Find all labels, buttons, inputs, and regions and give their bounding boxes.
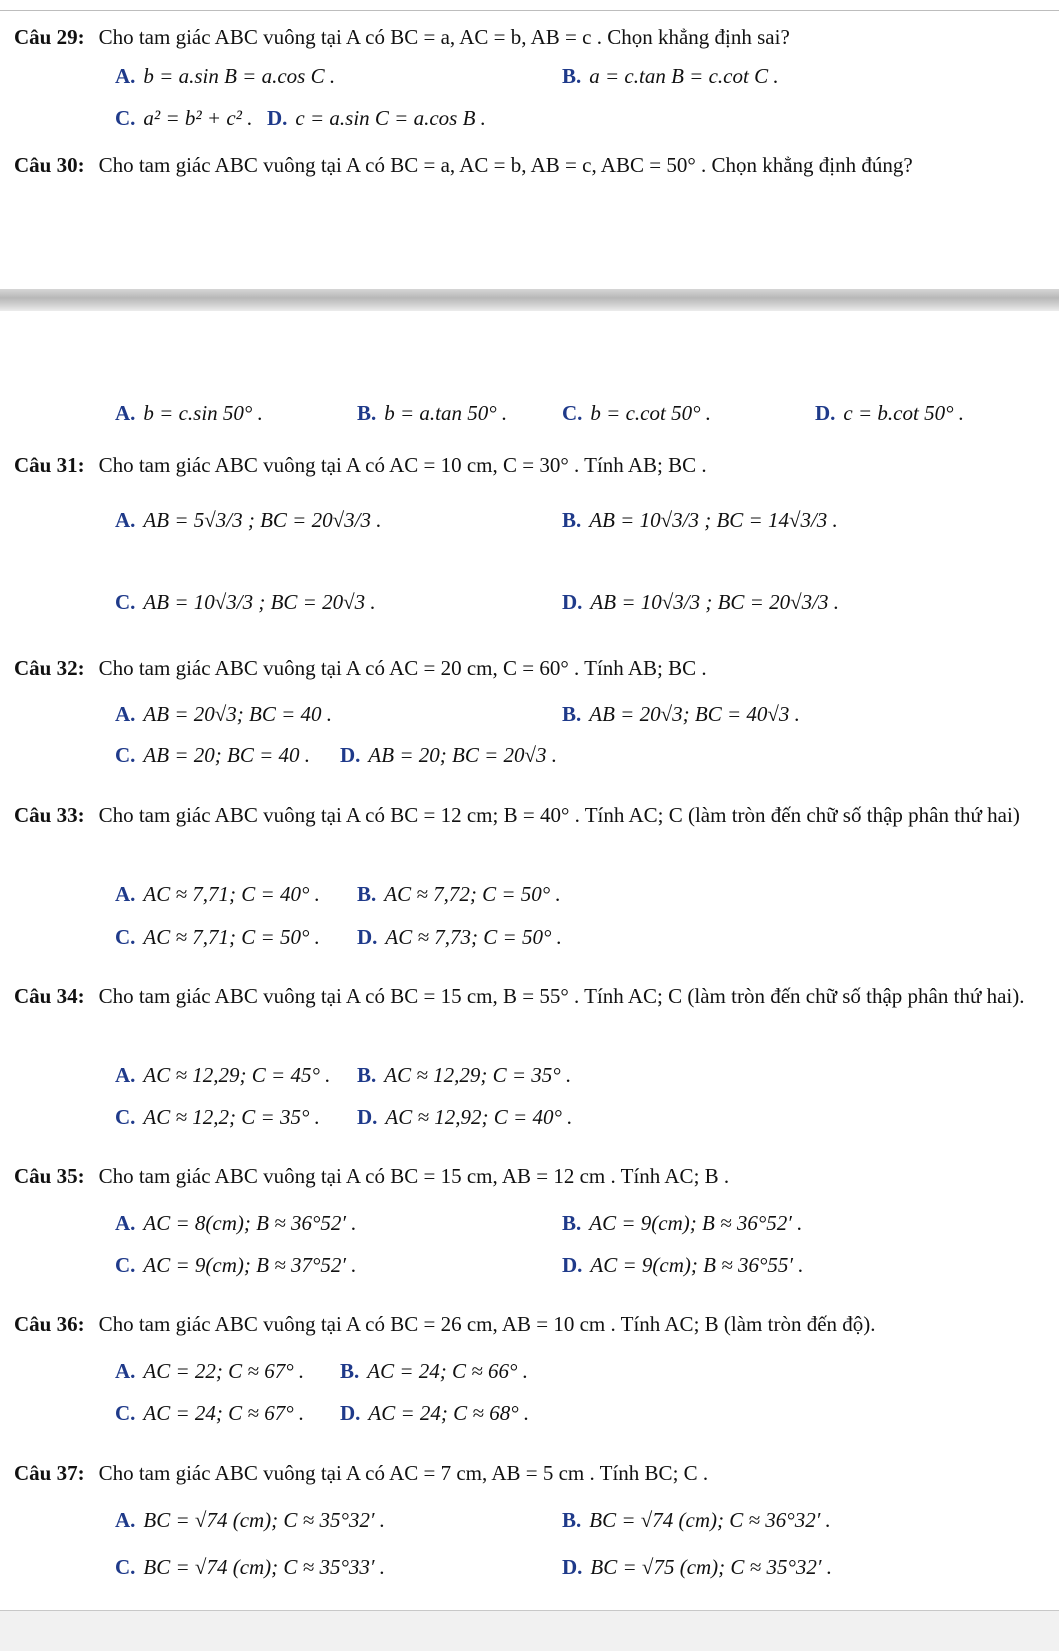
option-d[interactable]: D. c = a.sin C = a.cos B . (267, 106, 486, 130)
question-36-stem (14, 1311, 1049, 1338)
option-c[interactable]: C. a² = b² + c² . (115, 106, 253, 130)
question-text: Cho tam giác ABC vuông tại A có BC = 12 cm; B = 40° . Tính AC; C (làm tròn đến chữ số thập phân thứ hai) (98, 803, 1020, 827)
question-31-stem (14, 452, 1049, 479)
option-b[interactable]: B. AC = 24; C ≈ 66° . (340, 1359, 528, 1383)
option-d[interactable]: D. BC = √75 (cm); C ≈ 35°32′ . (562, 1555, 832, 1579)
question-text: Cho tam giác ABC vuông tại A có BC = a, AC = b, AB = c . Chọn khẳng định sai? (98, 25, 790, 49)
option-c[interactable]: C. AC ≈ 7,71; C = 50° . (115, 925, 320, 949)
option-a[interactable]: A. AC = 8(cm); B ≈ 36°52′ . (115, 1211, 357, 1235)
option-d[interactable]: D. AB = 20; BC = 20√3 . (340, 743, 558, 767)
question-text: Cho tam giác ABC vuông tại A có AC = 20 cm, C = 60° . Tính AB; BC . (98, 656, 707, 680)
option-d[interactable]: D. AC ≈ 12,92; C = 40° . (357, 1105, 573, 1129)
question-label: Câu 35: (14, 1164, 85, 1188)
question-34-stem (14, 983, 1049, 1010)
option-c[interactable]: C. b = c.cot 50° . (562, 401, 711, 425)
question-text: Cho tam giác ABC vuông tại A có BC = 26 cm, AB = 10 cm . Tính AC; B (làm tròn đến độ). (98, 1312, 876, 1336)
question-30-stem (14, 152, 1049, 179)
option-b[interactable]: B. BC = √74 (cm); C ≈ 36°32′ . (562, 1508, 831, 1532)
option-c[interactable]: C. BC = √74 (cm); C ≈ 35°33′ . (115, 1555, 385, 1579)
option-d[interactable]: D. AC ≈ 7,73; C = 50° . (357, 925, 562, 949)
option-b[interactable]: B. b = a.tan 50° . (357, 401, 508, 425)
option-b[interactable]: B. AC ≈ 12,29; C = 35° . (357, 1063, 572, 1087)
option-b[interactable]: B. AB = 20√3; BC = 40√3 . (562, 702, 800, 726)
option-a[interactable]: A. AB = 5√3/3 ; BC = 20√3/3 . (115, 508, 382, 532)
option-a[interactable]: A. AC ≈ 12,29; C = 45° . (115, 1063, 331, 1087)
question-37-stem (14, 1460, 1049, 1487)
question-text: Cho tam giác ABC vuông tại A có BC = 15 cm, AB = 12 cm . Tính AC; B . (98, 1164, 730, 1188)
question-label: Câu 31: (14, 453, 85, 477)
option-d[interactable]: D. AC = 24; C ≈ 68° . (340, 1401, 530, 1425)
question-text: Cho tam giác ABC vuông tại A có BC = 15 cm, B = 55° . Tính AC; C (làm tròn đến chữ số thập phân thứ hai). (98, 984, 1025, 1008)
option-a[interactable]: A. b = c.sin 50° . (115, 401, 263, 425)
page-bottom-edge (0, 1611, 1059, 1651)
option-d[interactable]: D. AC = 9(cm); B ≈ 36°55′ . (562, 1253, 804, 1277)
question-label: Câu 33: (14, 803, 85, 827)
option-c[interactable]: C. AC = 9(cm); B ≈ 37°52′ . (115, 1253, 357, 1277)
option-c[interactable]: C. AB = 10√3/3 ; BC = 20√3 . (115, 590, 376, 614)
question-text: Cho tam giác ABC vuông tại A có BC = a, AC = b, AB = c, ABC = 50° . Chọn khẳng định đúng? (98, 153, 913, 177)
option-c[interactable]: C. AB = 20; BC = 40 . (115, 743, 310, 767)
option-b[interactable]: B. a = c.tan B = c.cot C . (562, 64, 779, 88)
question-label: Câu 34: (14, 984, 85, 1008)
question-label: Câu 30: (14, 153, 85, 177)
question-label: Câu 37: (14, 1461, 85, 1485)
option-a[interactable]: A. b = a.sin B = a.cos C . (115, 64, 336, 88)
question-label: Câu 36: (14, 1312, 85, 1336)
option-c[interactable]: C. AC = 24; C ≈ 67° . (115, 1401, 305, 1425)
question-label: Câu 32: (14, 656, 85, 680)
question-32-stem (14, 655, 1049, 682)
option-b[interactable]: B. AC = 9(cm); B ≈ 36°52′ . (562, 1211, 803, 1235)
option-c[interactable]: C. AC ≈ 12,2; C = 35° . (115, 1105, 320, 1129)
option-d[interactable]: D. AB = 10√3/3 ; BC = 20√3/3 . (562, 590, 839, 614)
option-b[interactable]: B. AB = 10√3/3 ; BC = 14√3/3 . (562, 508, 838, 532)
option-a[interactable]: A. AB = 20√3; BC = 40 . (115, 702, 333, 726)
page-fold-divider (0, 289, 1059, 311)
option-b[interactable]: B. AC ≈ 7,72; C = 50° . (357, 882, 561, 906)
question-35-stem (14, 1163, 1049, 1190)
option-d[interactable]: D. c = b.cot 50° . (815, 401, 964, 425)
option-a[interactable]: A. AC = 22; C ≈ 67° . (115, 1359, 305, 1383)
question-33-stem (14, 802, 1049, 829)
top-divider (0, 10, 1059, 11)
question-text: Cho tam giác ABC vuông tại A có AC = 10 cm, C = 30° . Tính AB; BC . (98, 453, 707, 477)
question-text: Cho tam giác ABC vuông tại A có AC = 7 cm, AB = 5 cm . Tính BC; C . (98, 1461, 709, 1485)
question-29-stem (14, 24, 1049, 51)
option-a[interactable]: A. BC = √74 (cm); C ≈ 35°32′ . (115, 1508, 385, 1532)
option-a[interactable]: A. AC ≈ 7,71; C = 40° . (115, 882, 320, 906)
question-label: Câu 29: (14, 25, 85, 49)
